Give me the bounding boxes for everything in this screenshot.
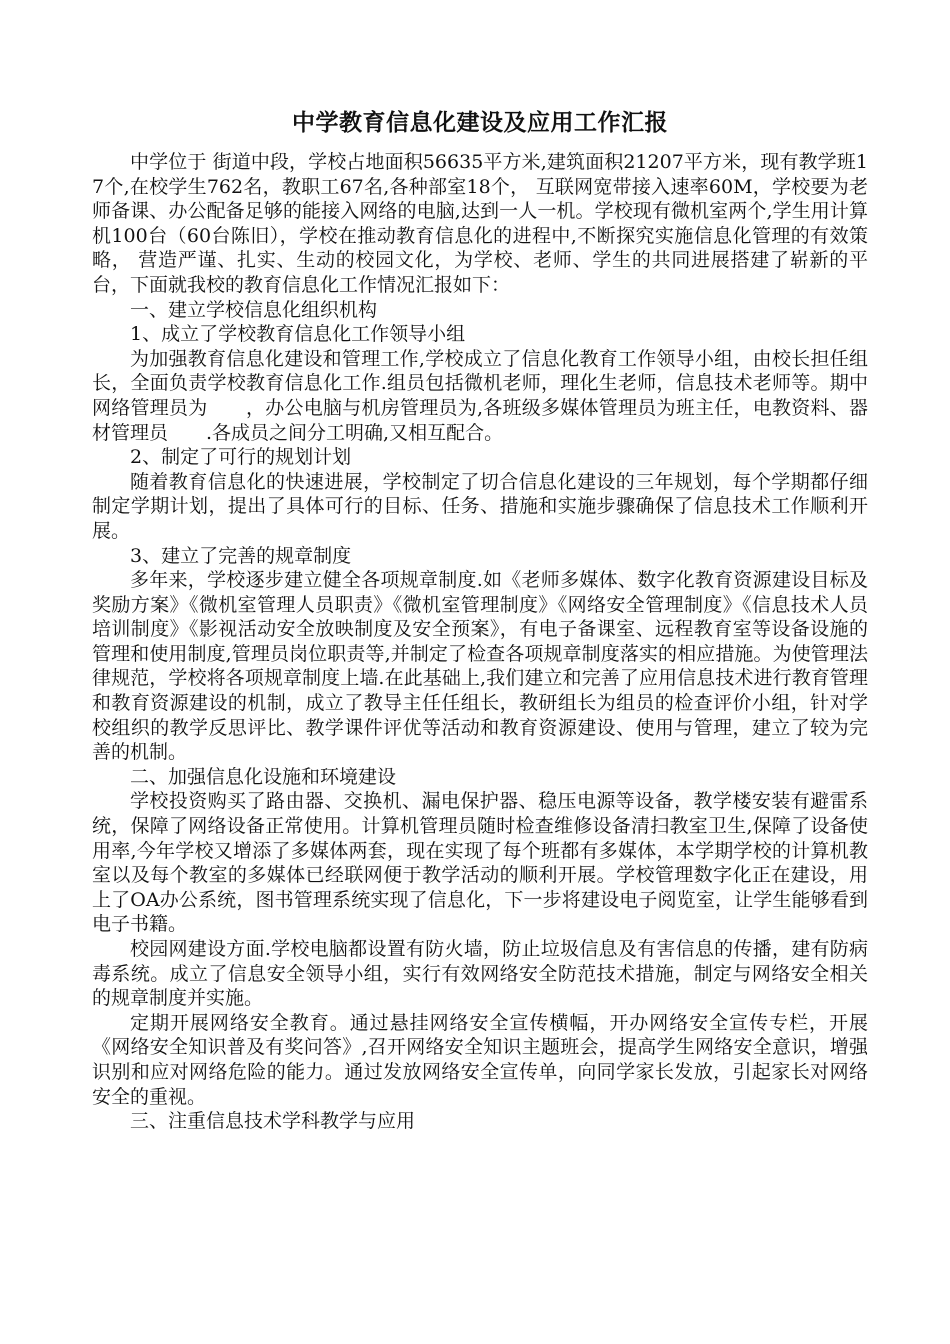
subsection-heading-1-1: 1、成立了学校教育信息化工作领导小组 xyxy=(130,323,466,346)
paragraph-regulations: 多年来，学校逐步建立健全各项规章制度.如《老师多媒体、数字化教育资源建设目标及奖励方案》《微机室管理人员职责》《微机室管理制度》《网络安全管理制度》《信息技术人员培训制度》《影视活动安全放映制度及安全预案》，有电子备课室、远程教育室等设备设施的管理和使用制度,管理员岗位职责等,并制定了检查各项规章制度落实的相应措施。为使管理法律规范，学校将各项规章制度上墙.在此基础上,我们建立和完善了应用信息技术进行教育管理和教育资源建设的机制，成立了教导主任任组长，教研组长为组员的检查评价小组，针对学校组织的教学反思评比、教学课件评优等活动和教育资源建设、使用与管理，建立了较为完善的机制。 xyxy=(92,569,868,764)
section-heading-2: 二、加强信息化设施和环境建设 xyxy=(130,765,397,788)
paragraph-facilities: 学校投资购买了路由器、交换机、漏电保护器、稳压电源等设备，教学楼安装有避雷系统，保障了网络设备正常使用。计算机管理员随时检查维修设备清扫教室卫生,保障了设备使用率,今年学校又增添了多媒体两套，现在实现了每个班都有多媒体，本学期学校的计算机教室以及每个教室的多媒体已经联网便于教学活动的顺利开展。学校管理数字化正在建设，用上了OA办公系统，图书管理系统实现了信息化，下一步将建设电子阅览室，让学生能够看到电子书籍。 xyxy=(92,790,868,936)
document-title: 中学教育信息化建设及应用工作汇报 xyxy=(292,110,668,136)
paragraph-campus-network: 校园网建设方面.学校电脑都设置有防火墙，防止垃圾信息及有害信息的传播，建有防病毒系统。成立了信息安全领导小组，实行有效网络安全防范技术措施，制定与网络安全相关的规章制度并实施。 xyxy=(92,938,868,1010)
section-heading-3: 三、注重信息技术学科教学与应用 xyxy=(130,1110,416,1133)
document-page xyxy=(92,108,868,1134)
paragraph-planning: 随着教育信息化的快速进展，学校制定了切合信息化建设的三年规划，每个学期都仔细制定学期计划，提出了具体可行的目标、任务、措施和实施步骤确保了信息技术工作顺利开展。 xyxy=(92,470,868,542)
intro-paragraph: 中学位于 街道中段，学校占地面积56635平方米,建筑面积21207平方米，现有教学班17个,在校学生762名，教职工67名,各种部室18个， 互联网宽带接入速率60M，学校要为老师备课、办公配备足够的能接入网络的电脑,达到一人一机。学校现有微机室两个,学生用计算机100台（60台陈旧），学校在推动教育信息化的进程中,不断探究实施信息化管理的有效策略， 营造严谨、扎实、生动的校园文化，为学校、老师、学生的共同进展搭建了崭新的平台，下面就我校的教育信息化工作情况汇报如下： xyxy=(92,151,868,296)
subsection-heading-1-3: 3、建立了完善的规章制度 xyxy=(130,544,352,567)
paragraph-security-education: 定期开展网络安全教育。通过悬挂网络安全宣传横幅，开办网络安全宣传专栏，开展《网络安全知识普及有奖问答》,召开网络安全知识主题班会，提高学生网络安全意识，增强识别和应对网络危险的能力。通过发放网络安全宣传单，向同学家长发放，引起家长对网络安全的重视。 xyxy=(92,1011,868,1108)
paragraph-leadership-group: 为加强教育信息化建设和管理工作,学校成立了信息化教育工作领导小组，由校长担任组长，全面负责学校教育信息化工作.组员包括微机老师，理化生老师，信息技术老师等。期中网络管理员为 ，办公电脑与机房管理员为,各班级多媒体管理员为班主任，电教资料、器材管理员 .各成员之间分工明确,又相互配合。 xyxy=(92,347,868,444)
section-heading-1: 一、建立学校信息化组织机构 xyxy=(130,298,378,321)
subsection-heading-1-2: 2、制定了可行的规划计划 xyxy=(130,446,352,469)
